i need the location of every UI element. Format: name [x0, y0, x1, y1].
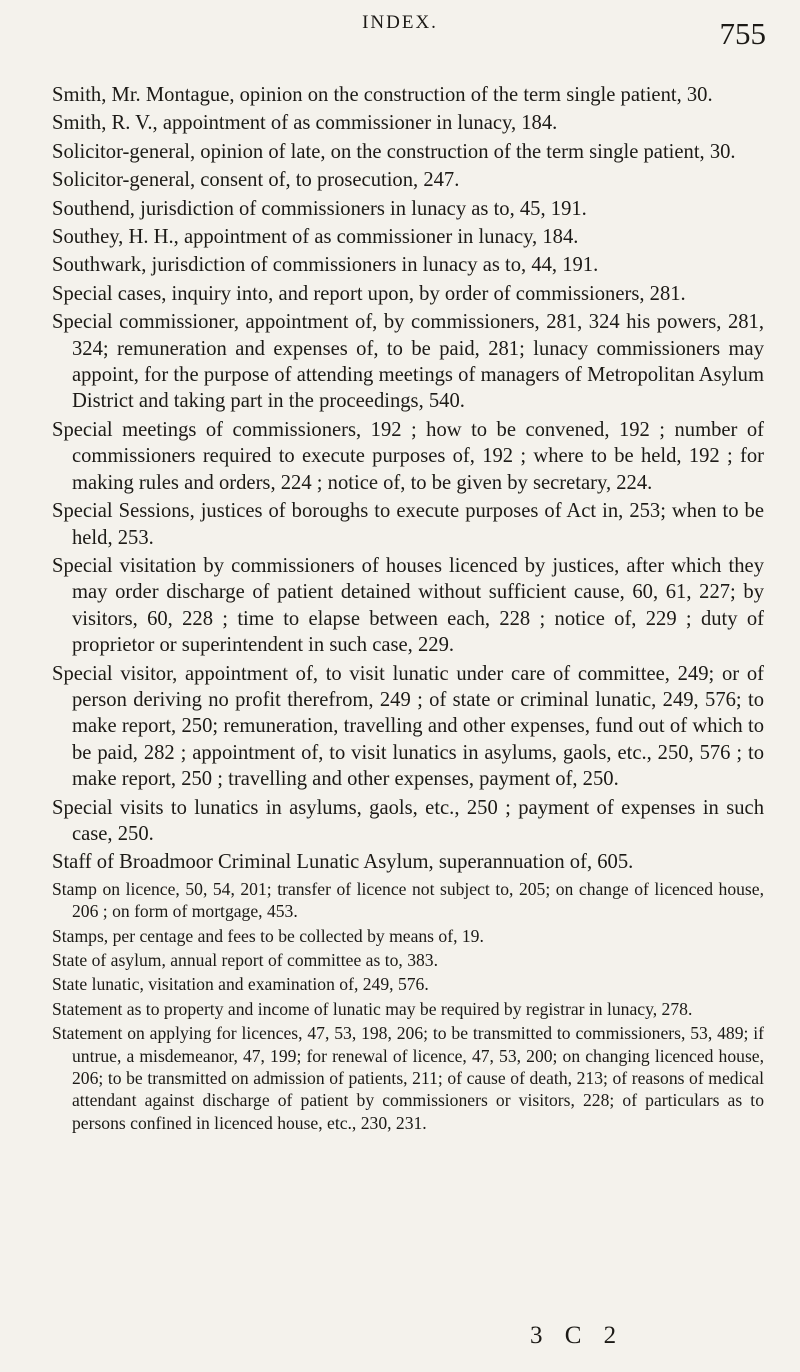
index-entry: Staff of Broadmoor Criminal Lunatic Asylum, superannuation of, 605.: [52, 851, 634, 874]
index-entry: Special visitor, appointment of, to visit lunatic under care of committee, 249; or of person deriving no profit therefrom, 249 ; of state or criminal lunatic, 249, 576; to make report, 250; remuneration, travelling and other expenses, fund out of which to be paid, 282 ; appointment of, to visit lunatics in asylums, gaols, etc., 250, 576 ; to make report, 250 ; travelling and other expenses, payment of, 250.: [52, 662, 764, 791]
index-entry: Statement on applying for licences, 47, 53, 198, 206; to be transmitted to commissioners, 53, 489; if untrue, a misdemeanor, 47, 199; for renewal of licence, 47, 53, 200; on changing licenced house, 206; to be transmitted on admission of patients, 211; of cause of death, 213; of reasons of medical attendant against discharge of patient by commissioners or visitors, 228; of particulars as to persons confined in licenced house, etc., 230, 231.: [52, 1023, 764, 1133]
page-header-title: INDEX.: [362, 12, 438, 33]
index-entry: Special cases, inquiry into, and report upon, by order of commissioners, 281.: [52, 282, 686, 305]
index-entry: Special Sessions, justices of boroughs to execute purposes of Act in, 253; when to be held, 253.: [52, 500, 764, 549]
index-entry: Statement as to property and income of lunatic may be required by registrar in lunacy, 278.: [52, 998, 693, 1019]
index-entry: Special commissioner, appointment of, by commissioners, 281, 324 his powers, 281, 324; remuneration and expenses of, to be paid, 281; lunacy commissioners may appoint, for the purpose of attending meetings of managers of Metropolitan Asylum District and taking part in the proceedings, 540.: [52, 311, 764, 413]
index-entry: Stamps, per centage and fees to be collected by means of, 19.: [52, 925, 484, 946]
index-entry: Special visitation by commissioners of houses licenced by justices, after which they may order discharge of patient detained without sufficient cause, 60, 61, 227; by visitors, 60, 228 ; time to elapse between each, 228 ; notice of, 229 ; duty of proprietor or superintendent in such case, 229.: [52, 554, 764, 657]
index-entry: Southey, H. H., appointment of as commissioner in lunacy, 184.: [52, 226, 579, 249]
page-number: 755: [719, 16, 766, 51]
index-entry: Special meetings of commissioners, 192 ; how to be convened, 192 ; number of commissioners required to execute purposes of, 192 ; where to be held, 192 ; for making rules and orders, 224 ; notice of, to be given by secretary, 224.: [52, 418, 764, 494]
index-entry: Special visits to lunatics in asylums, gaols, etc., 250 ; payment of expenses in such case, 250.: [52, 796, 764, 845]
printer-signature: 3 C 2: [530, 1322, 625, 1349]
index-entry: Smith, Mr. Montague, opinion on the construction of the term single patient, 30.: [52, 84, 713, 106]
index-entry: State of asylum, annual report of committee as to, 383.: [52, 950, 438, 970]
index-entries: [52, 82, 764, 1136]
index-entry: Southwark, jurisdiction of commissioners in lunacy as to, 44, 191.: [52, 254, 599, 277]
index-entry: Solicitor-general, opinion of late, on the construction of the term single patient, 30.: [52, 140, 736, 163]
index-entry: Smith, R. V., appointment of as commissioner in lunacy, 184.: [52, 112, 558, 135]
index-entry: Southend, jurisdiction of commissioners in lunacy as to, 45, 191.: [52, 197, 587, 220]
index-entry: Stamp on licence, 50, 54, 201; transfer of licence not subject to, 205; on change of licenced house, 206 ; on form of mortgage, 453.: [52, 878, 764, 922]
index-entry: Solicitor-general, consent of, to prosecution, 247.: [52, 169, 460, 192]
index-entry: State lunatic, visitation and examination of, 249, 576.: [52, 974, 429, 995]
